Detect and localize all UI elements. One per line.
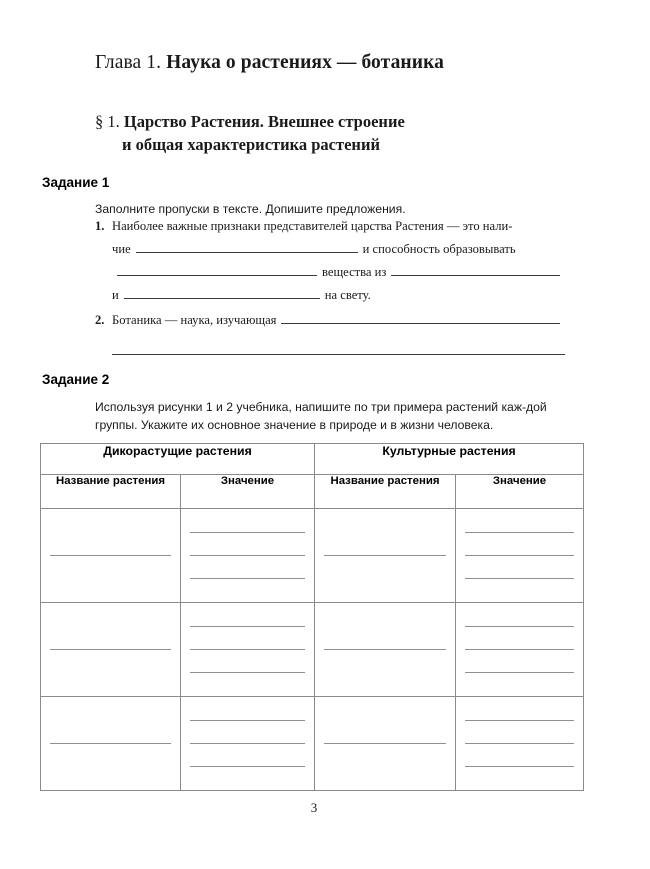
table-cell-cultivated-name[interactable] [315,697,456,791]
table-cell-wild-name[interactable] [41,509,181,603]
table-cell-wild-name[interactable] [41,603,181,697]
exercise-item-1-text-3: и способность образовывать [362,242,516,256]
writing-line [465,649,574,650]
writing-line [465,766,574,767]
exercise-item-2-line-2 [112,336,565,359]
table-sub-header-cultivated-value: Значение [456,475,584,509]
table-sub-header-wild-value: Значение [181,475,315,509]
exercise-item-1-text-1: Наиболее важные признаки представителей царства Растения — это нали- [112,219,513,233]
blank-rule[interactable] [124,298,320,299]
writing-line [465,743,574,744]
blank-rule[interactable] [391,275,560,276]
exercise-item-1-number: 1. [95,219,105,233]
writing-line [324,743,446,744]
table-row [41,509,584,603]
task-2-heading: Задание 2 [42,372,110,387]
exercise-item-2-text-1: Ботаника — наука, изучающая [112,313,277,327]
writing-line [465,672,574,673]
writing-line [190,555,305,556]
blank-rule[interactable] [112,354,565,355]
writing-line [190,743,305,744]
chapter-title: Наука о растениях — ботаника [166,52,444,73]
writing-line [50,743,171,744]
chapter-number: Глава 1. [95,52,162,73]
task-1-instruction: Заполните пропуски в тексте. Допишите предложения. [95,202,406,216]
exercise-item-1-text-5: и [112,288,119,302]
exercise-item-1-text-2: чие [112,242,131,256]
task-1-exercises [95,219,565,361]
exercise-item-2 [95,313,565,359]
exercise-item-1-line-3 [112,265,565,288]
writing-line [324,649,446,650]
table-cell-wild-value[interactable] [181,697,315,791]
writing-line [190,626,305,627]
section-heading [95,110,405,156]
table-cell-cultivated-value[interactable] [456,509,584,603]
table-sub-header-wild-name: Название растения [41,475,181,509]
writing-line [190,649,305,650]
table-cell-cultivated-value[interactable] [456,603,584,697]
table-sub-header-cultivated-name: Название растения [315,475,456,509]
section-title-line1: Царство Растения. Внешнее строение [123,112,405,131]
writing-line [190,672,305,673]
writing-line [50,649,171,650]
table-row [41,603,584,697]
chapter-heading [95,52,444,74]
blank-rule[interactable] [136,252,358,253]
writing-line [465,626,574,627]
exercise-item-1-line-2 [112,242,565,265]
section-title-line2: и общая характеристика растений [122,135,380,154]
table-cell-wild-value[interactable] [181,509,315,603]
table-group-header-cultivated: Культурные растения [315,444,584,475]
blank-rule[interactable] [281,323,560,324]
writing-line [190,578,305,579]
writing-line [465,555,574,556]
table-group-header-wild: Дикорастущие растения [41,444,315,475]
writing-line [465,532,574,533]
table-cell-cultivated-name[interactable] [315,509,456,603]
writing-line [190,720,305,721]
exercise-item-2-number: 2. [95,313,105,327]
exercise-item-2-line-1 [112,313,565,336]
table-cell-wild-name[interactable] [41,697,181,791]
task-2-instruction: Используя рисунки 1 и 2 учебника, напишите по три примера растений каж-дой группы. Укажите их основное значение в природе и в жизни человека. [95,400,547,432]
writing-line [190,766,305,767]
writing-line [190,532,305,533]
table-row [41,697,584,791]
plants-table [40,443,584,791]
exercise-item-1 [95,219,565,311]
exercise-item-1-line-1 [112,219,565,242]
task-1-heading: Задание 1 [42,175,110,190]
exercise-item-1-text-6: на свету. [324,288,371,302]
table-cell-cultivated-name[interactable] [315,603,456,697]
writing-line [465,578,574,579]
exercise-item-1-line-4 [112,288,565,311]
blank-rule[interactable] [117,275,317,276]
exercise-item-1-text-4: вещества из [322,265,387,279]
writing-line [465,720,574,721]
table-cell-cultivated-value[interactable] [456,697,584,791]
writing-line [324,555,446,556]
table-cell-wild-value[interactable] [181,603,315,697]
table-sub-header-row [41,475,584,509]
section-number: § 1. [95,112,120,131]
table-group-header-row [41,444,584,475]
writing-line [50,555,171,556]
page-number: 3 [310,800,318,815]
